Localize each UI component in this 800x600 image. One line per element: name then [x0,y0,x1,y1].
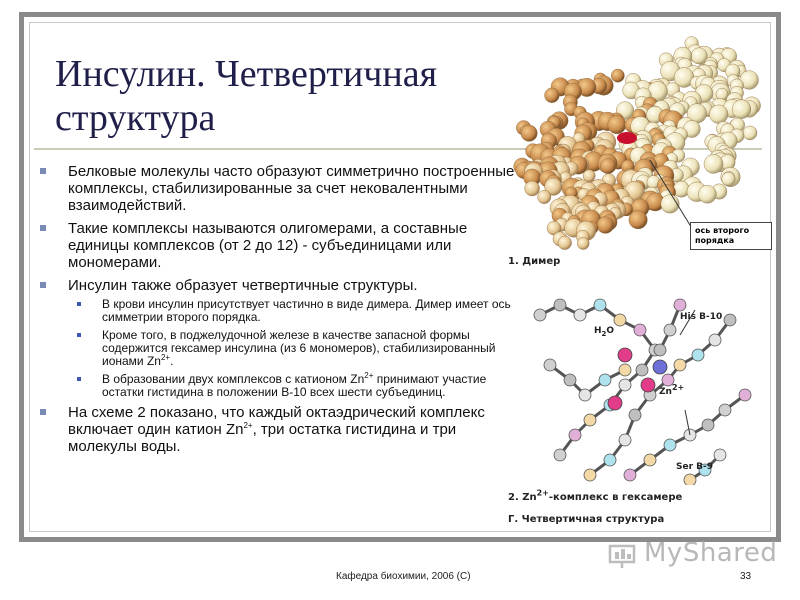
slide-title: Инсулин. Четвертичная структура [55,53,438,139]
atom-ball [724,314,736,326]
atom-ball [644,454,656,466]
zn-coordination-atom [641,378,655,392]
atom-sphere [558,236,572,250]
atom-sphere [722,172,736,186]
bullet-1: Белковые молекулы часто образуют симметрично построенные комплексы, стабилизированные за счет нековалентными взаимодействий. [38,163,518,214]
bullet-2: Такие комплексы называются олигомерами, а составные единицы комплексов (от 2 до 12) - субъединицами или мономерами. [38,220,518,271]
atom-ball [624,469,636,481]
atom-sphere [525,181,540,196]
sub-bullet-1: В крови инсулин присутствует частично в виде димера. Димер имеет ось симметрии второго порядка. [38,298,518,324]
atom-ball [614,314,626,326]
atom-ball [574,309,586,321]
zn-complex-label: 2. $Zn^{2+}$-комплекс в гексамере [508,488,683,503]
atom-ball [594,299,606,311]
atom-sphere [600,158,615,173]
atom-ball [564,374,576,386]
atom-ball [629,409,641,421]
atom-ball [554,299,566,311]
sub-bullet-2: Кроме того, в поджелудочной железе в качестве запасной формы содержится гексамер инсулина (из 6 мономеров), стабилизированный ионами $Zn^{2+}$. [38,329,518,368]
atom-sphere [732,100,751,119]
atom-ball [684,474,696,485]
atom-sphere [538,190,551,203]
atom-sphere [709,105,728,124]
bullet-3: Инсулин также образует четвертичные структуры. [38,277,518,294]
footer-department: Кафедра биохимии, 2006 (С) [336,571,471,582]
atom-ball [619,364,631,376]
atom-ball [554,449,566,461]
atom-ball [674,299,686,311]
atom-ball [674,359,686,371]
atom-ball [584,469,596,481]
atom-ball [619,434,631,446]
atom-ball [599,374,611,386]
atom-ball [619,379,631,391]
his-b10-label: His B-10 [680,312,723,322]
atom-ball [702,419,714,431]
atom-sphere [629,211,647,229]
dimer-label: 1. Димер [508,256,561,267]
active-site-marker [617,132,637,144]
atom-ball [692,349,704,361]
atom-sphere [608,115,626,133]
atom-ball [534,309,546,321]
atom-ball [709,334,721,346]
zn-label: $Zn^{2+}$ [659,383,685,397]
watermark-text: MyShared [644,538,778,568]
atom-ball [579,389,591,401]
watermark-logo-icon [608,540,638,570]
atom-ball [604,454,616,466]
zn-complex-molecule-image [530,285,760,485]
sub-bullet-3: В образовании двух комплексов с катионом $Zn^{2+}$ принимают участие остатки гистидина в положении В-10 всех шести субъединиц. [38,373,518,399]
atom-ball [569,429,581,441]
axis-label-box: ось второго порядка [690,222,772,250]
atom-ball [714,449,726,461]
atom-sphere [545,88,560,103]
atom-sphere [698,185,716,203]
zn-coordination-atom [618,348,632,362]
zn-coordination-atom [608,396,622,410]
atom-ball [719,404,731,416]
atom-ball [664,324,676,336]
atom-sphere [743,126,757,140]
atom-ball [636,364,648,376]
quaternary-structure-label: Г. Четвертичная структура [508,514,665,525]
slide-body [38,163,518,461]
atom-sphere [611,69,624,82]
atom-ball [634,324,646,336]
atom-ball [664,439,676,451]
ser-b9-label: Ser B-9 [676,462,714,472]
atom-sphere [597,217,614,234]
atom-ball [584,414,596,426]
zn-coordination-atom [653,360,667,374]
bullet-4: На схеме 2 показано, что каждый октаэдрический комплекс включает один катион $Zn^{2+}$, три остатка гистидина и три молекулы воды. [38,404,518,455]
atom-sphere [577,238,589,250]
atom-sphere [521,125,537,141]
atom-ball [654,344,666,356]
page-number: 33 [740,571,752,582]
atom-ball [544,359,556,371]
atom-sphere [704,154,723,173]
water-label: $H_2O$ [594,326,615,338]
atom-sphere [673,181,689,197]
atom-ball [739,389,751,401]
